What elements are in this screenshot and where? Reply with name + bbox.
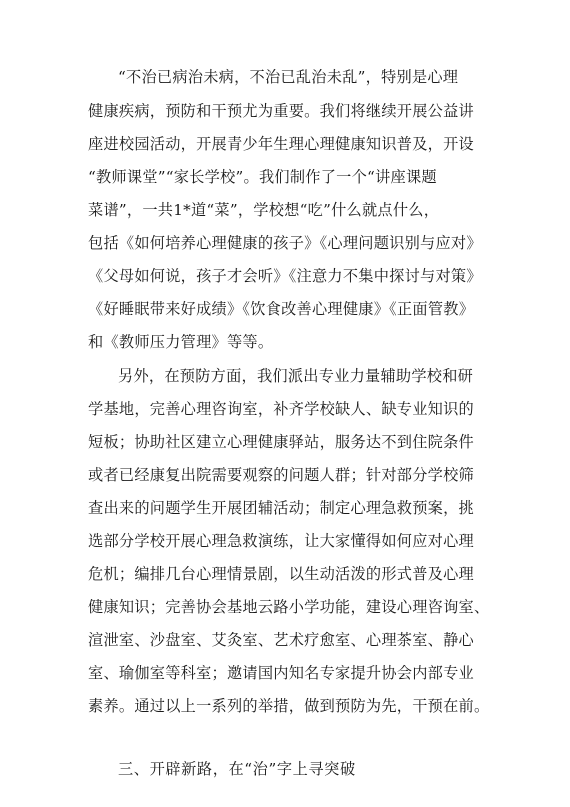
section-heading: 三、开辟新路，在“治”字上寻突破 bbox=[118, 760, 356, 778]
paragraph2-line-2: 学基地，完善心理咨询室，补齐学校缺人、缺专业知识的 bbox=[88, 400, 474, 418]
paragraph2-line-9: 渲泄室、沙盘室、艾灸室、艺术疗愈室、心理茶室、静心 bbox=[88, 631, 474, 649]
paragraph2-line-1: 另外，在预防方面，我们派出专业力量辅助学校和研 bbox=[118, 367, 474, 385]
paragraph2-line-10: 室、瑜伽室等科室；邀请国内知名专家提升协会内部专业 bbox=[88, 664, 474, 682]
paragraph2-line-7: 危机；编排几台心理情景剧，以生动活泼的形式普及心理 bbox=[88, 565, 474, 583]
paragraph1-line-1: “不治已病治未病，不治已乱治未乱”，特别是心理 bbox=[118, 68, 459, 86]
paragraph2-line-6: 选部分学校开展心理急救演练，让大家懂得如何应对心理 bbox=[88, 532, 474, 550]
paragraph1-line-9: 和《教师压力管理》等等。 bbox=[88, 333, 274, 351]
paragraph1-line-3: 座进校园活动，开展青少年生理心理健康知识普及，开设 bbox=[88, 135, 474, 153]
paragraph1-line-2: 健康疾病，预防和干预尤为重要。我们将继续开展公益讲 bbox=[88, 102, 474, 120]
paragraph1-line-5: 菜谱”，一共1*道“菜”，学校想“吃”什么就点什么， bbox=[88, 201, 440, 219]
paragraph2-line-3: 短板；协助社区建立心理健康驿站，服务达不到住院条件 bbox=[88, 433, 474, 451]
paragraph2-line-5: 查出来的问题学生开展团辅活动；制定心理急救预案，挑 bbox=[88, 499, 474, 517]
paragraph2-line-11: 素养。通过以上一系列的举措，做到预防为先，干预在前。 bbox=[88, 697, 490, 715]
paragraph1-line-6: 包括《如何培养心理健康的孩子》《心理问题识别与应对》 bbox=[88, 234, 482, 252]
paragraph2-line-4: 或者已经康复出院需要观察的问题人群；针对部分学校筛 bbox=[88, 466, 474, 484]
paragraph1-line-8: 《好睡眠带来好成绩》《饮食改善心理健康》《正面管教》 bbox=[88, 300, 475, 318]
paragraph1-line-4: “教师课堂”“家长学校”。我们制作了一个“讲座课题 bbox=[88, 168, 437, 186]
paragraph2-line-8: 健康知识；完善协会基地云路小学功能，建设心理咨询室、 bbox=[88, 598, 490, 616]
paragraph1-line-7: 《父母如何说，孩子才会听》《注意力不集中探讨与对策》 bbox=[88, 267, 482, 285]
